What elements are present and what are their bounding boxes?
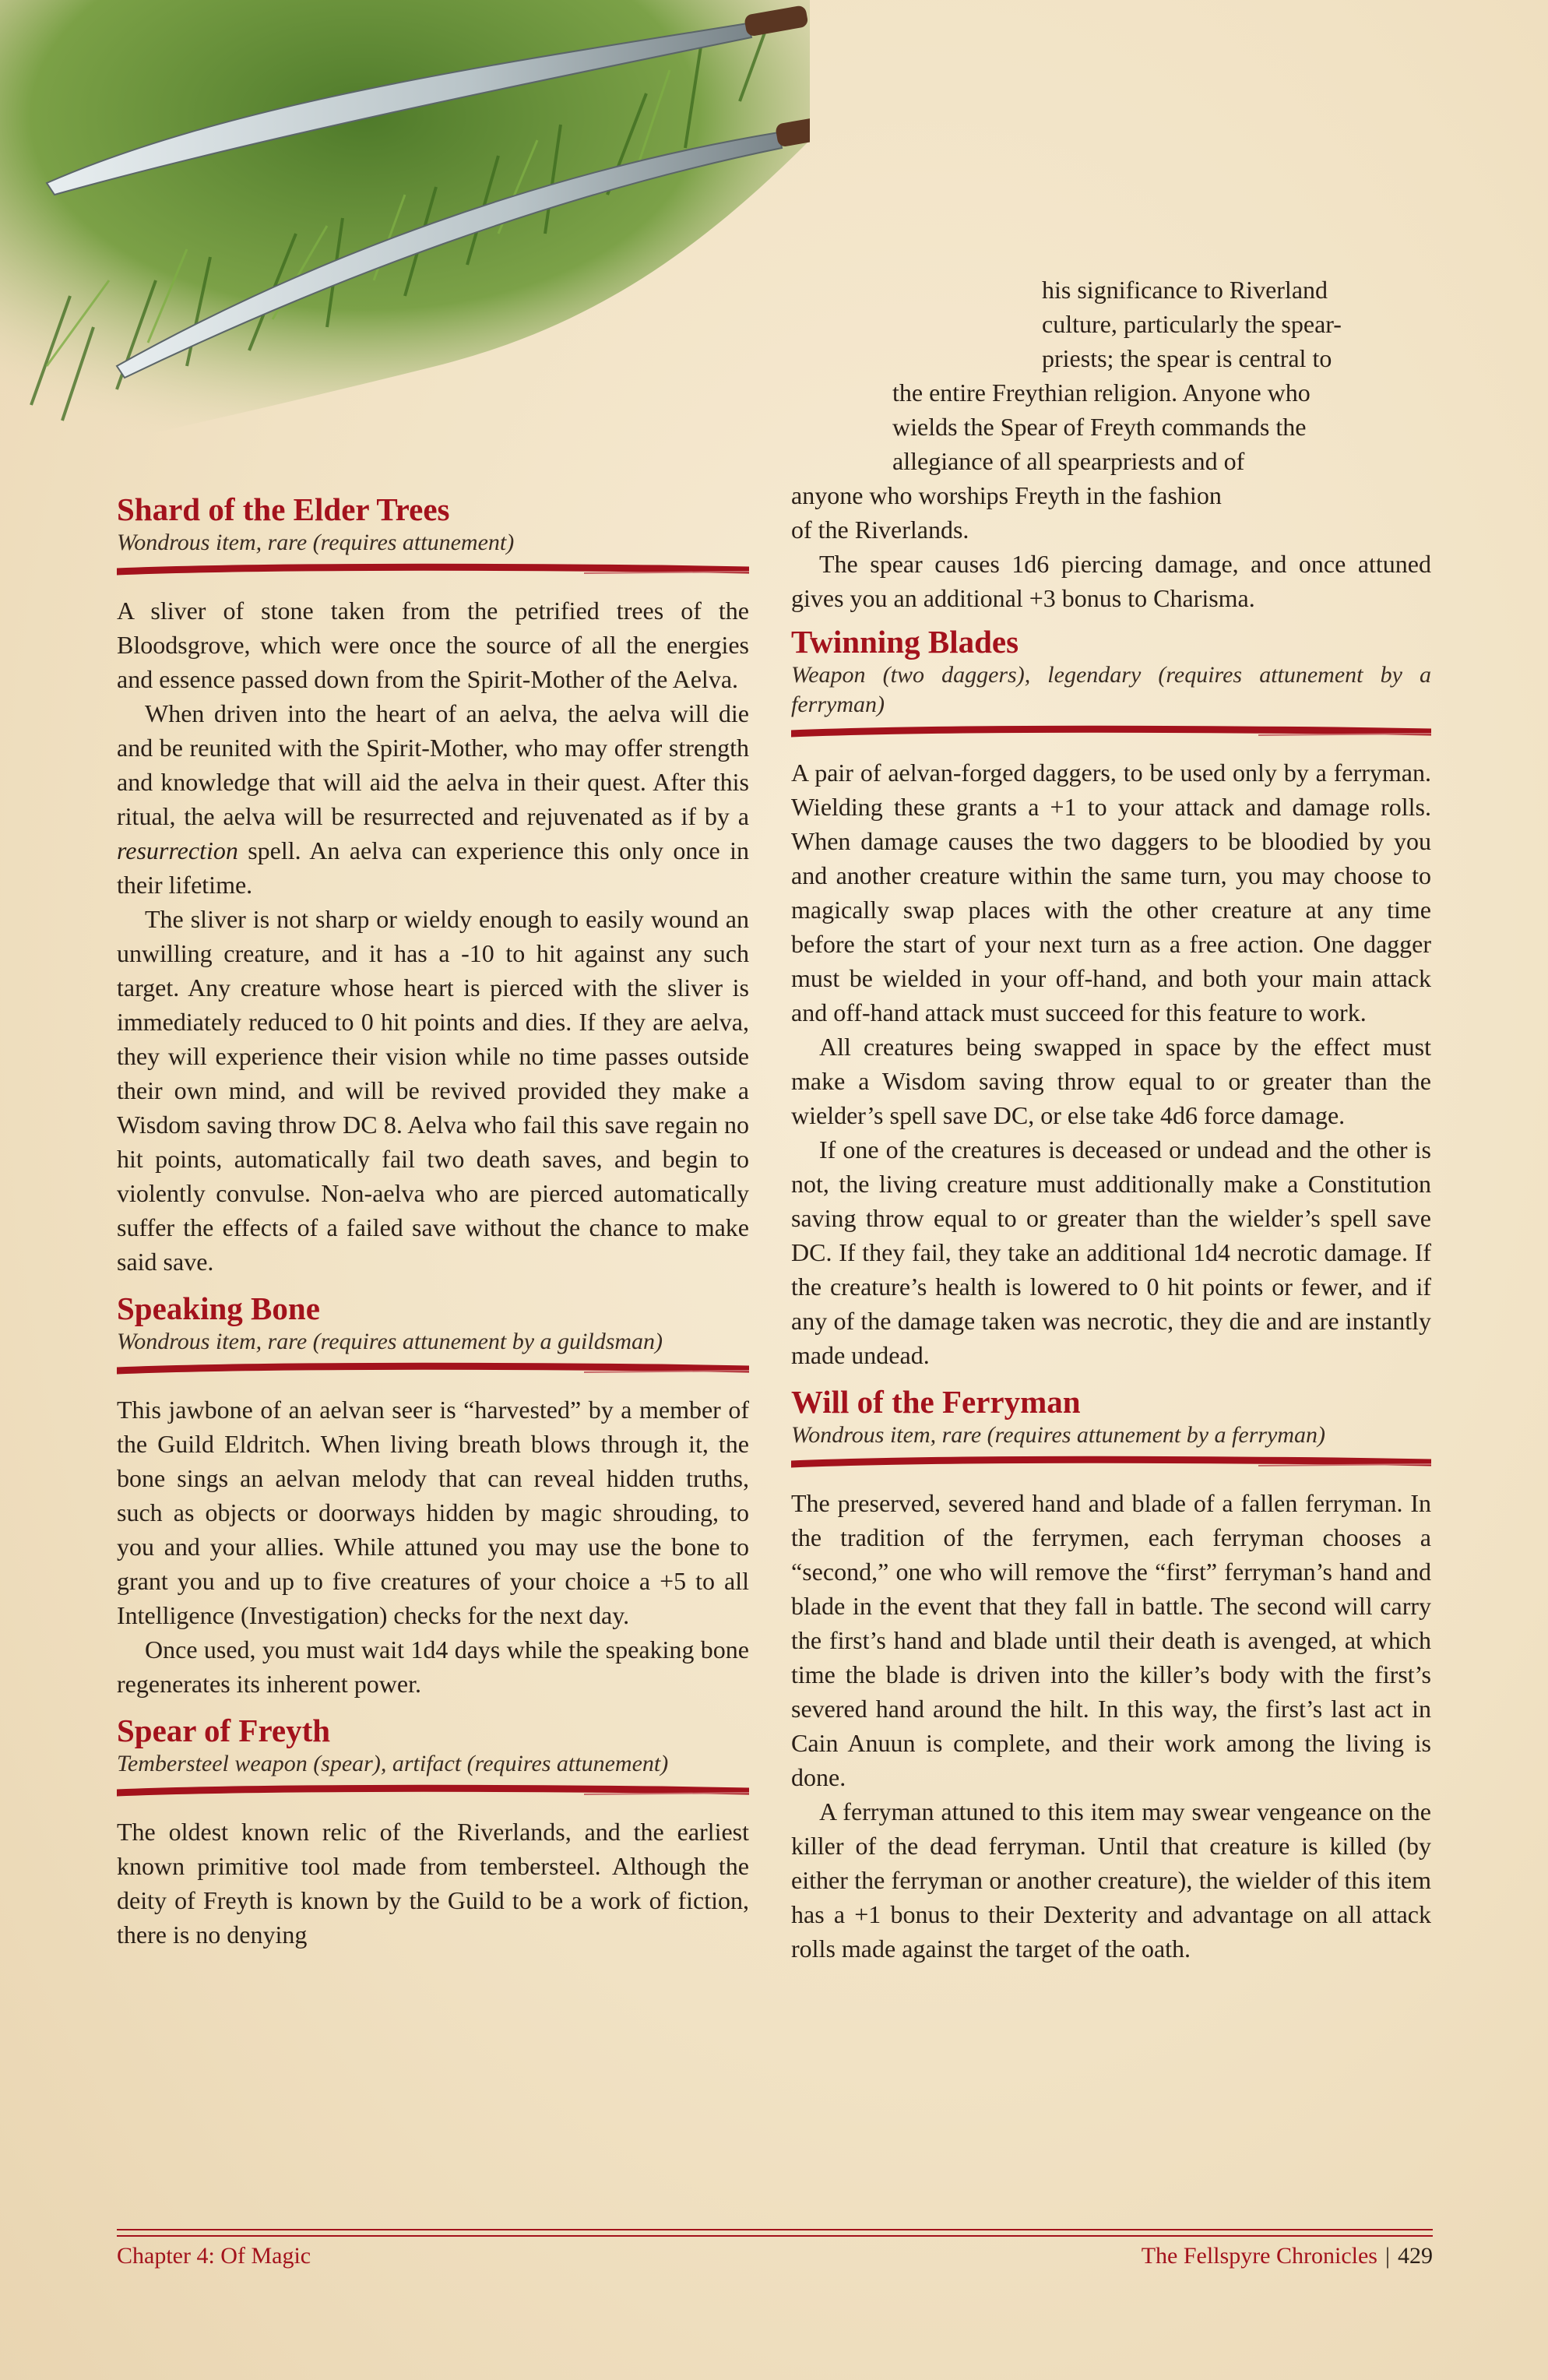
red-brush-divider	[791, 1455, 1431, 1472]
dagger-illustration	[0, 0, 810, 483]
item-spear	[117, 1712, 749, 1952]
paragraph: A sliver of stone taken from the petrified trees of the Bloodsgrove, which were once the source of all the energies and essence passed down from the Spirit-Mother of the Aelva.	[117, 597, 749, 693]
paragraph: The preserved, severed hand and blade of a fallen ferryman. In the tradition of the ferrymen, each ferryman chooses a “second,” one who will remove the “first” ferryman’s hand and blade in the event that they fall in battle. The second will carry the first’s hand and blade until their death is avenged, at which time the blade is driven into the killer’s body with the first’s severed hand around the hilt. In this way, the first’s last act in Cain Anuun is complete, and their work among the living is done.	[791, 1489, 1431, 1791]
item-subtitle: Wondrous item, rare (requires attunement by a ferryman)	[791, 1422, 1326, 1448]
footer-divider	[117, 2229, 1433, 2237]
footer-separator: |	[1384, 2243, 1390, 2269]
paragraph: Once used, you must wait 1d4 days while the speaking bone regenerates its inherent power.	[117, 1635, 749, 1698]
item-subtitle: Weapon (two daggers), legendary (requires attunement by a ferryman)	[791, 662, 1431, 717]
left-column	[117, 491, 749, 1963]
item-speaking-bone	[117, 1290, 749, 1701]
spear-damage-text: The spear causes 1d6 piercing damage, and once attuned gives you an additional +3 bonus to Charisma.	[791, 550, 1431, 612]
red-brush-divider	[117, 1361, 749, 1378]
wrap-line: priests; the spear is central to	[1042, 344, 1332, 372]
spell-name: resurrection	[117, 836, 238, 864]
book-title: The Fellspyre Chronicles	[1141, 2243, 1377, 2269]
item-will-of-the-ferryman	[791, 1383, 1431, 1966]
wrap-line: culture, particularly the spear-	[1042, 310, 1342, 338]
paragraph: A ferryman attuned to this item may swear vengeance on the killer of the dead ferryman. Until that creature is killed (by either the ferryman or another creature), the wielder of this item has a +1 bonus to their Dexterity and advantage on all attack rolls made against the target of the oath.	[791, 1797, 1431, 1963]
wrap-line: anyone who worships Freyth in the fashion	[791, 481, 1222, 509]
wrap-line: the entire Freythian religion. Anyone who	[892, 378, 1311, 407]
item-title: Will of the Ferryman	[791, 1384, 1081, 1420]
wrap-line: wields the Spear of Freyth commands the	[892, 413, 1307, 441]
item-subtitle: Tembersteel weapon (spear), artifact (requires attunement)	[117, 1751, 669, 1776]
item-title: Twinning Blades	[791, 624, 1019, 660]
paragraph: A pair of aelvan-forged daggers, to be used only by a ferryman. Wielding these grants a +1 to your attack and damage rolls. When damage causes the two daggers to be bloodied by you and another creature within the same turn, you may choose to magically swap places with the other creature at any time before the start of your next turn as a free action. One dagger must be wielded in your off-hand, and both your main attack and off-hand attack must succeed for this feature to work.	[791, 759, 1431, 1026]
chapter-label: Chapter 4: Of Magic	[117, 2243, 311, 2269]
red-brush-divider	[117, 562, 749, 579]
paragraph: The oldest known relic of the Riverlands, and the earliest known primitive tool made from tembersteel. Although the deity of Freyth is known by the Guild to be a work of fiction, there is no denying	[117, 1818, 749, 1949]
red-brush-divider	[791, 724, 1431, 741]
item-subtitle: Wondrous item, rare (requires attunement)	[117, 530, 515, 555]
item-title: Shard of the Elder Trees	[117, 491, 450, 527]
paragraph: If one of the creatures is deceased or undead and the other is not, the living creature must additionally make a Constitution saving throw equal to or greater than the wielder’s spell save DC. If they fail, they take an additional 1d4 necrotic damage. If the creature’s health is lowered to 0 hit points or fewer, and if any of the damage taken was necrotic, they die and are instantly made undead.	[791, 1135, 1431, 1369]
paragraph: All creatures being swapped in space by the effect must make a Wisdom saving throw equal to or greater than the wielder’s spell save DC, or else take 4d6 force damage.	[791, 1033, 1431, 1129]
right-column	[791, 623, 1431, 1977]
item-twinning-blades	[791, 623, 1431, 1372]
red-brush-divider	[117, 1783, 749, 1801]
text-run: spell. An aelva can experience this only once in their lifetime.	[117, 836, 749, 899]
page-number: 429	[1398, 2243, 1433, 2269]
item-title: Speaking Bone	[117, 1290, 320, 1326]
item-shard	[117, 491, 749, 1279]
item-subtitle: Wondrous item, rare (requires attunement by a guildsman)	[117, 1329, 663, 1354]
wrap-line: allegiance of all spearpriests and of	[892, 447, 1245, 475]
wrap-line: of the Riverlands.	[791, 516, 969, 544]
text-run: When driven into the heart of an aelva, the aelva will die and be reunited with the Spirit-Mother, who may offer strength and knowledge that will aid the aelva in their quest. After this ritual, the aelva will be resurrected and rejuvenated as if by a	[117, 699, 749, 830]
paragraph: The sliver is not sharp or wieldy enough to easily wound an unwilling creature, and it has a -10 to hit against any such target. Any creature whose heart is pierced with the sliver is immediately reduced to 0 hit points and dies. If they are aelva, they will experience their vision while no time passes outside their own mind, and will be revived provided they make a Wisdom saving throw DC 8. Aelva who fail this save regain no hit points, automatically fail two death saves, and begin to violently convulse. Non-aelva who are pierced automatically suffer the effects of a failed save without the chance to make said save.	[117, 905, 749, 1276]
spear-continuation	[791, 273, 1431, 615]
book-title-page-number	[1142, 2243, 1433, 2269]
paragraph	[117, 696, 749, 902]
wrap-line: his significance to Riverland	[1042, 276, 1328, 304]
paragraph: This jawbone of an aelvan seer is “harvested” by a member of the Guild Eldritch. When living breath blows through it, the bone sings an aelvan melody that can reveal hidden truths, such as objects or doorways hidden by magic shrouding, to you and your allies. While attuned you may use the bone to grant you and up to five creatures of your choice a +5 to all Intelligence (Investigation) checks for the next day.	[117, 1396, 749, 1629]
item-title: Spear of Freyth	[117, 1713, 331, 1748]
